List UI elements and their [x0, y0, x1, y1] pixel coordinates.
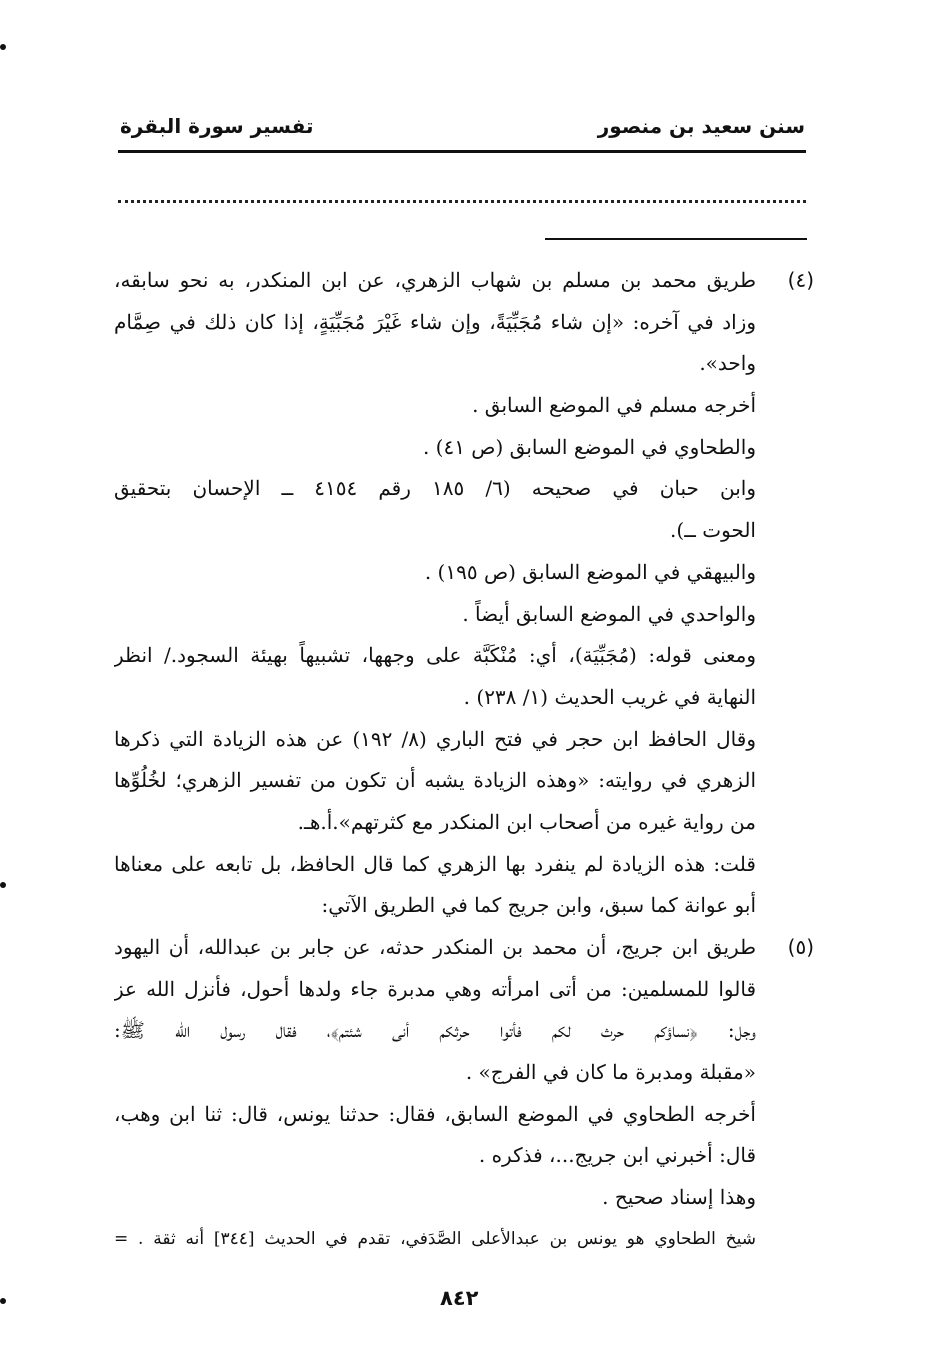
- text-line: وقال الحافظ ابن حجر في فتح الباري (٨/ ١٩٢) عن هذه الزيادة التي ذكرها: [114, 726, 756, 751]
- scan-speck: [0, 44, 6, 50]
- header-rule: [118, 150, 806, 153]
- line-text: طريق ابن جريج، أن محمد بن المنكدر حدثه، عن جابر بن عبدالله، أن اليهود: [114, 935, 756, 959]
- text-line: الزهري في روايته: «وهذه الزيادة يشبه أن تكون من تفسير الزهري؛ لخُلُوِّها: [114, 768, 756, 793]
- text-line: والبيهقي في الموضع السابق (ص ١٩٥) .: [424, 559, 756, 584]
- dotted-separator: [118, 200, 806, 203]
- running-header-section-title: تفسير سورة البقرة: [120, 114, 314, 138]
- text-line: أبو عوانة كما سبق، وابن جريج كما في الطريق الآتي:: [321, 893, 756, 918]
- text-line: وزاد في آخره: «إن شاء مُجَبِّيَةً، وإن شاء غَيْرَ مُجَبِّيَةٍ، إذا كان ذلك في صِمَّام: [114, 309, 757, 334]
- text-line: قال: أخبرني ابن جريج...، فذكره .: [478, 1143, 756, 1168]
- text-line: قالوا للمسلمين: من أتى امرأته وهي مدبرة جاء ولدها أحول، فأنزل الله عز: [114, 976, 756, 1001]
- text-line: النهاية في غريب الحديث (١/ ٢٣٨) .: [463, 684, 756, 709]
- text-line: الحوت ــ).: [670, 518, 756, 543]
- text-line: ومعنى قوله: (مُجَبِّيَة)، أي: مُنْكَبَّة على وجهها، تشبيهاً بهيئة السجود./ انظر: [114, 643, 757, 668]
- scan-speck: [0, 1298, 6, 1304]
- item-number: (٥): [787, 935, 814, 959]
- text-line: أخرجه الطحاوي في الموضع السابق، فقال: حدثنا يونس، قال: ثنا ابن وهب،: [114, 1101, 756, 1126]
- footnote-body: [114, 260, 814, 1261]
- line-text: طريق محمد بن مسلم بن شهاب الزهري، عن ابن المنكدر، به نحو سابقه،: [114, 268, 756, 292]
- text-line: أخرجه مسلم في الموضع السابق .: [472, 393, 756, 418]
- text-line: قلت: هذه الزيادة لم ينفرد بها الزهري كما قال الحافظ، بل تابعه على معناها: [114, 851, 756, 876]
- text-line: وجل: ﴿نساؤكم حرث لكم فأتوا حرثكم أنى شئتم﴾، فقال رسول الله ﷺ:: [114, 1018, 756, 1043]
- text-line: وهذا إسناد صحيح .: [602, 1185, 756, 1210]
- text-line: [114, 927, 814, 969]
- text-line: وابن حبان في صحيحه (٦/ ١٨٥ رقم ٤١٥٤ ــ الإحسان بتحقيق: [114, 476, 756, 501]
- text-line: [114, 260, 814, 302]
- footnote-rule: [545, 238, 807, 240]
- text-line: من رواية غيره من أصحاب ابن المنكدر مع كثرتهم».أ.هـ.: [297, 809, 756, 834]
- text-line: واحد».: [699, 351, 756, 376]
- text-line: شيخ الطحاوي هو يونس بن عبدالأعلى الصَّدَفي، تقدم في الحديث [٣٤٤] أنه ثقة . =: [114, 1228, 756, 1249]
- text-line: «مقبلة ومدبرة ما كان في الفرج» .: [465, 1060, 756, 1085]
- scan-speck: [0, 882, 6, 888]
- page-number: ٨٤٢: [440, 1286, 479, 1310]
- running-header-book-title: سنن سعيد بن منصور: [597, 114, 805, 138]
- text-line: والطحاوي في الموضع السابق (ص ٤١) .: [422, 434, 756, 459]
- item-number: (٤): [787, 268, 814, 292]
- text-line: والواحدي في الموضع السابق أيضاً .: [462, 601, 756, 626]
